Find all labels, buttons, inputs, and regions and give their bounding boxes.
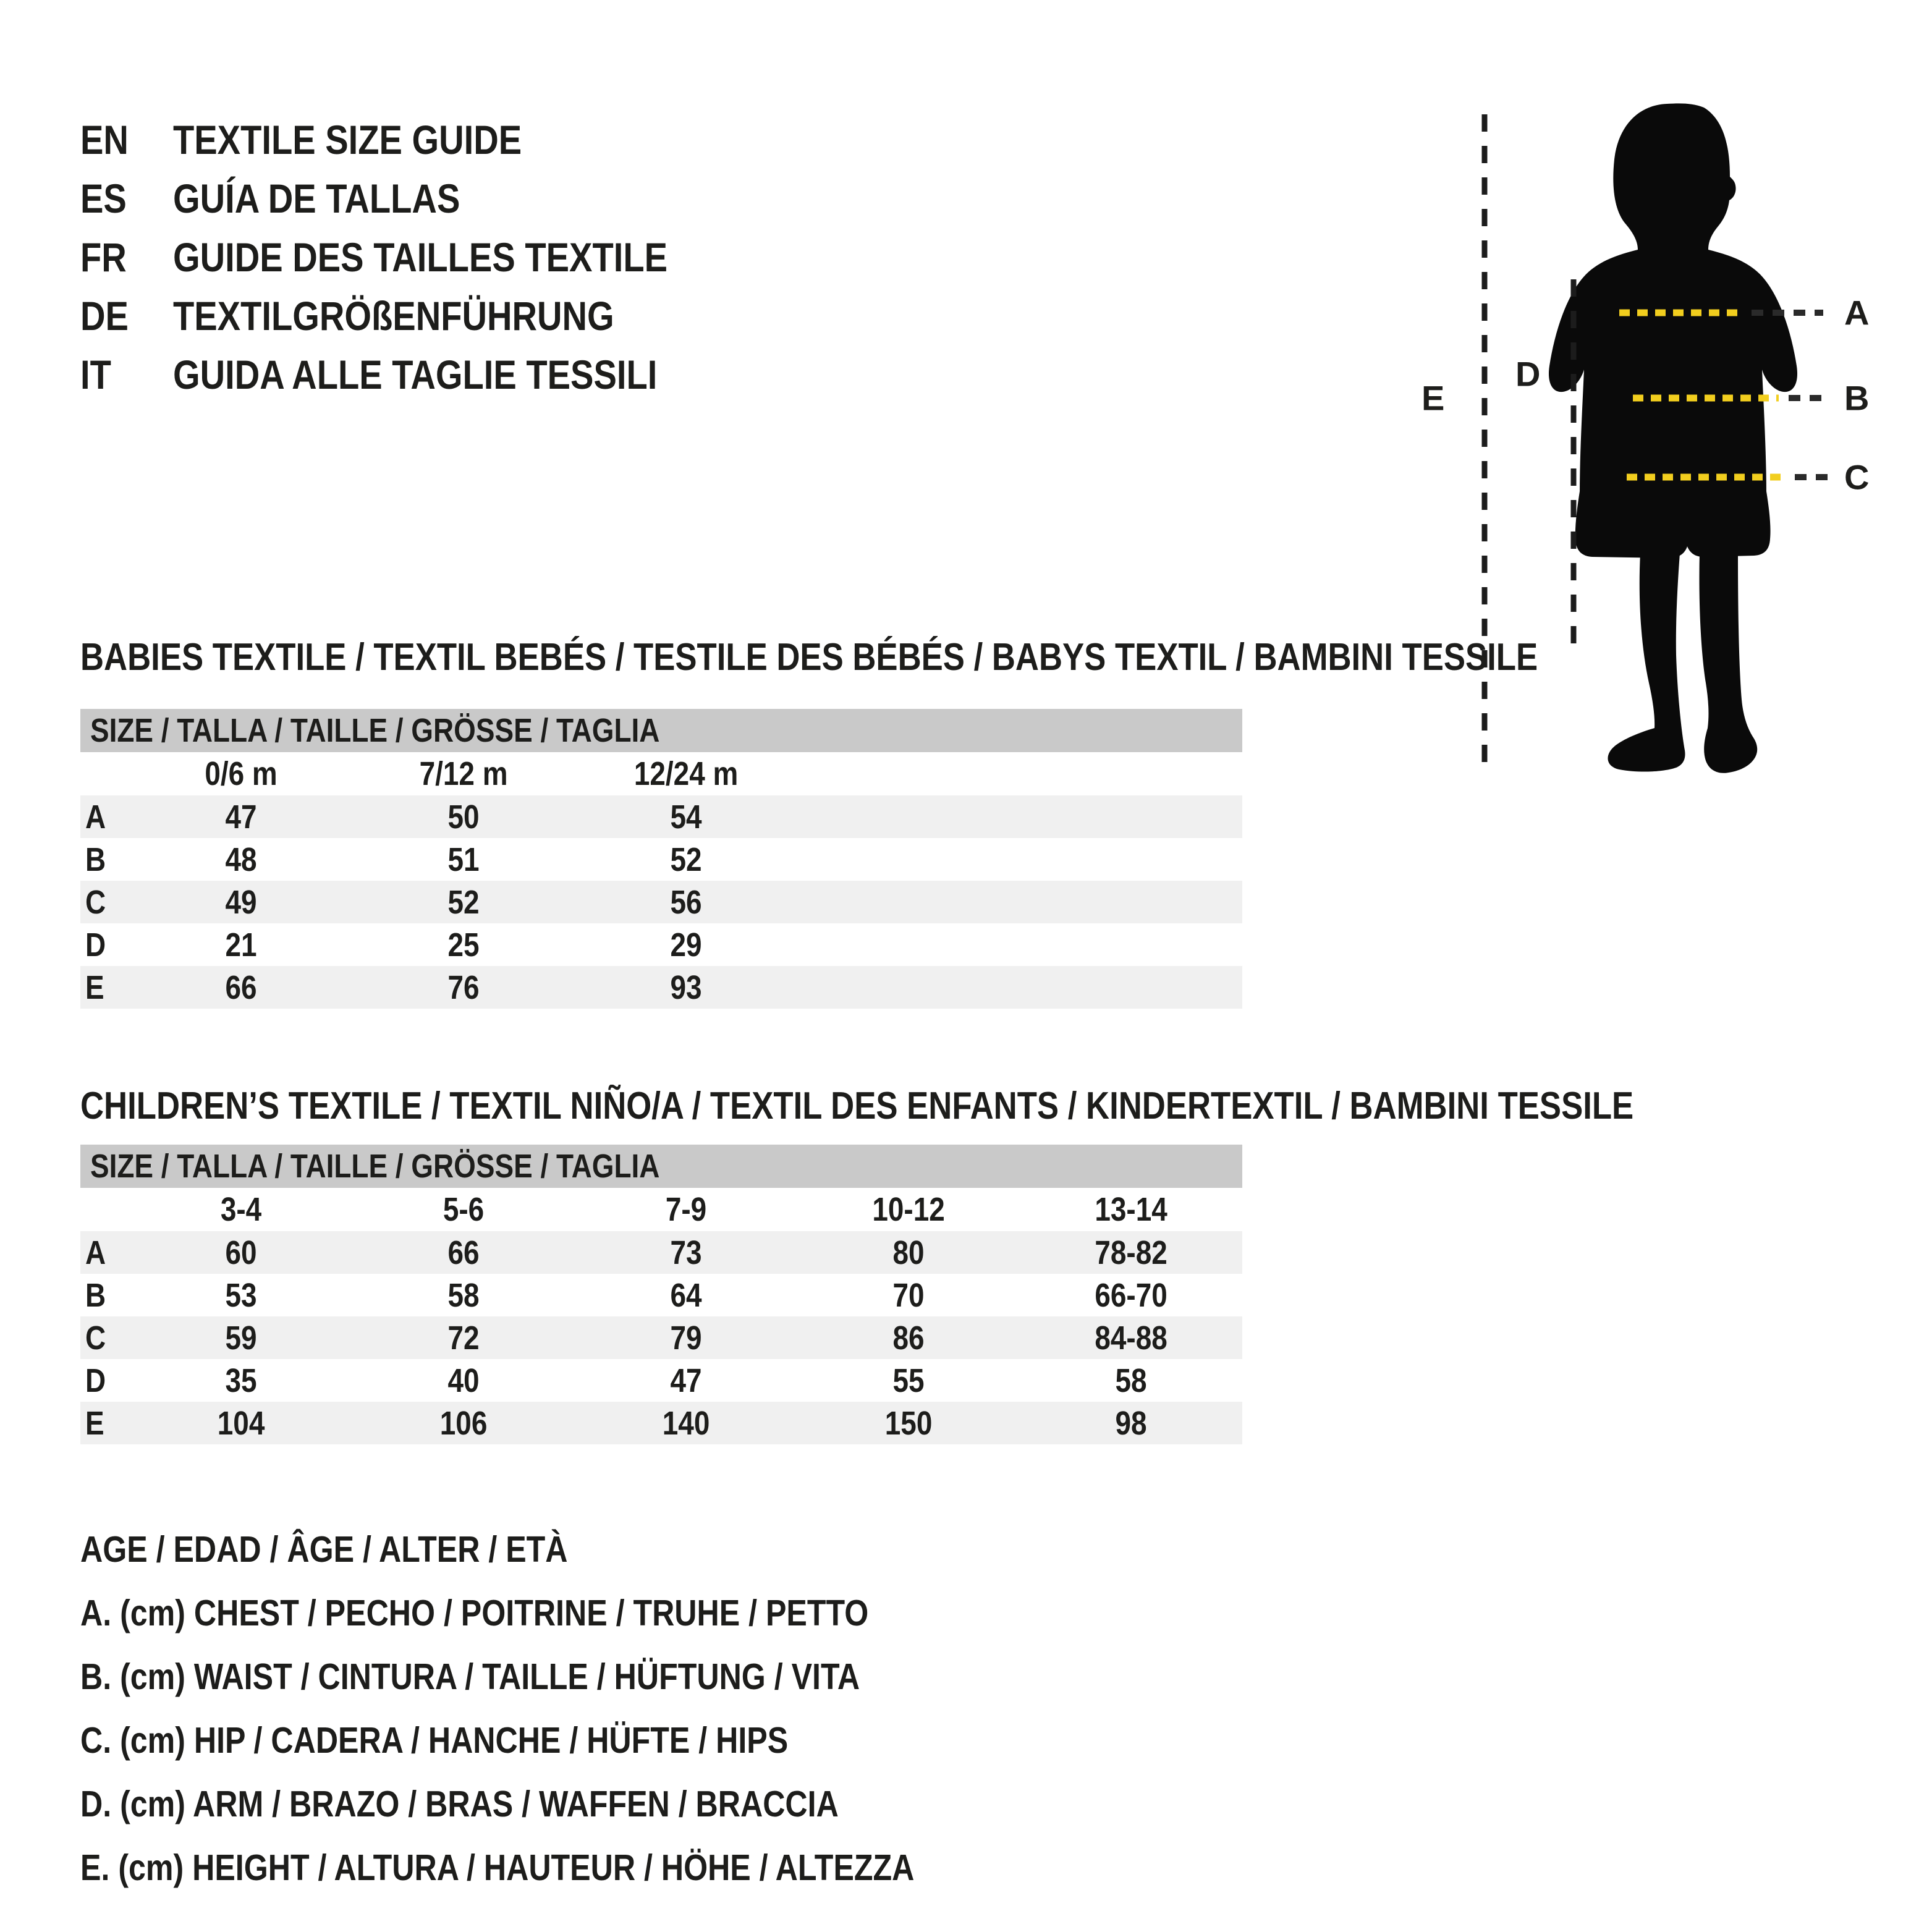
measure-label-b: B xyxy=(1844,378,1870,418)
children-col-5-6: 5-6 xyxy=(443,1191,485,1228)
babies-row-e-value: 76 xyxy=(447,968,480,1006)
language-row-de xyxy=(80,286,755,345)
babies-size-table xyxy=(80,709,1242,1009)
children-row-a-value: 66 xyxy=(447,1234,480,1271)
babies-row-a-value: 54 xyxy=(670,798,702,836)
children-col-13-14: 13-14 xyxy=(1095,1191,1167,1228)
children-row-a-value: 73 xyxy=(670,1234,702,1271)
child-measurement-diagram xyxy=(1391,87,1932,803)
guide-title-es: GUÍA DE TALLAS xyxy=(173,175,460,221)
children-row-e-value: 104 xyxy=(217,1404,265,1442)
babies-row-b-value: 51 xyxy=(447,841,480,878)
babies-row-b xyxy=(80,838,1242,881)
language-title-list xyxy=(80,110,755,404)
guide-title-it: GUIDA ALLE TAGLIE TESSILI xyxy=(173,351,658,397)
children-row-c-value: 86 xyxy=(892,1319,925,1357)
babies-row-a-value: 47 xyxy=(225,798,257,836)
babies-column-header-row xyxy=(80,752,1242,795)
measure-label-a: A xyxy=(1844,293,1870,333)
children-row-c-label: C xyxy=(85,1319,106,1357)
legend-age-line: AGE / EDAD / ÂGE / ALTER / ETÀ xyxy=(80,1528,568,1570)
children-section-heading xyxy=(80,1087,1908,1125)
babies-row-e xyxy=(80,966,1242,1009)
children-row-b-value: 58 xyxy=(447,1276,480,1314)
legend-arm-line: D. (cm) ARM / BRAZO / BRAS / WAFFEN / BRACCIA xyxy=(80,1783,839,1824)
children-col-10-12: 10-12 xyxy=(872,1191,945,1228)
language-code-it: IT xyxy=(80,351,111,397)
children-row-c xyxy=(80,1316,1242,1359)
babies-row-e-value: 66 xyxy=(225,968,257,1006)
children-row-b-value: 53 xyxy=(225,1276,257,1314)
babies-row-c-value: 52 xyxy=(447,883,480,921)
children-col-3-4: 3-4 xyxy=(220,1191,262,1228)
babies-row-c xyxy=(80,881,1242,923)
children-row-c-value: 59 xyxy=(225,1319,257,1357)
children-row-e-value: 150 xyxy=(884,1404,933,1442)
babies-col-0-6m: 0/6 m xyxy=(205,755,278,792)
children-row-e-value: 106 xyxy=(439,1404,488,1442)
babies-row-e-label: E xyxy=(85,968,104,1006)
children-row-d xyxy=(80,1359,1242,1402)
language-row-fr xyxy=(80,227,755,286)
guide-title-fr: GUIDE DES TAILLES TEXTILE xyxy=(173,234,668,280)
children-row-b-value: 66-70 xyxy=(1095,1276,1167,1314)
measurement-diagram-svg xyxy=(1391,87,1932,803)
children-size-header-bar xyxy=(80,1145,1242,1188)
children-row-d-label: D xyxy=(85,1362,106,1399)
babies-row-c-label: C xyxy=(85,883,106,921)
children-row-c-value: 72 xyxy=(447,1319,480,1357)
measurement-legend xyxy=(80,1517,1062,1899)
babies-row-b-label: B xyxy=(85,841,106,878)
babies-row-d-value: 21 xyxy=(225,926,257,964)
babies-row-c-value: 56 xyxy=(670,883,702,921)
guide-title-de: TEXTILGRÖßENFÜHRUNG xyxy=(173,292,614,339)
guide-title-en: TEXTILE SIZE GUIDE xyxy=(173,116,522,163)
children-row-d-value: 40 xyxy=(447,1362,480,1399)
babies-col-12-24m: 12/24 m xyxy=(633,755,739,792)
children-row-e-value: 140 xyxy=(662,1404,710,1442)
children-row-a-value: 60 xyxy=(225,1234,257,1271)
language-row-it xyxy=(80,345,755,404)
children-size-header-text: SIZE / TALLA / TAILLE / GRÖSSE / TAGLIA xyxy=(90,1148,660,1185)
children-row-b xyxy=(80,1274,1242,1316)
children-row-a xyxy=(80,1231,1242,1274)
children-row-c-value: 84-88 xyxy=(1095,1319,1167,1357)
children-heading-text: CHILDREN’S TEXTILE / TEXTIL NIÑO/A / TEXTIL DES ENFANTS / KINDERTEXTIL / BAMBINI TESSILE xyxy=(80,1085,1634,1127)
babies-row-c-value: 49 xyxy=(225,883,257,921)
children-row-a-label: A xyxy=(85,1234,106,1271)
children-row-e-label: E xyxy=(85,1404,104,1442)
language-code-es: ES xyxy=(80,175,127,221)
language-code-de: DE xyxy=(80,292,129,339)
language-row-en xyxy=(80,110,755,169)
children-row-b-label: B xyxy=(85,1276,106,1314)
language-row-es xyxy=(80,169,755,227)
children-size-table xyxy=(80,1145,1242,1444)
children-col-7-9: 7-9 xyxy=(665,1191,707,1228)
babies-row-a xyxy=(80,795,1242,838)
babies-section-heading xyxy=(80,638,1795,677)
children-row-b-value: 70 xyxy=(892,1276,925,1314)
babies-size-header-text: SIZE / TALLA / TAILLE / GRÖSSE / TAGLIA xyxy=(90,712,660,749)
measure-label-e: E xyxy=(1421,378,1445,418)
children-row-d-value: 55 xyxy=(892,1362,925,1399)
babies-row-b-value: 52 xyxy=(670,841,702,878)
babies-row-d-value: 29 xyxy=(670,926,702,964)
measure-label-d: D xyxy=(1515,354,1541,394)
babies-size-header-bar xyxy=(80,709,1242,752)
babies-row-d-value: 25 xyxy=(447,926,480,964)
babies-col-7-12m: 7/12 m xyxy=(419,755,508,792)
babies-row-d xyxy=(80,923,1242,966)
language-code-fr: FR xyxy=(80,234,127,280)
children-row-b-value: 64 xyxy=(670,1276,702,1314)
children-row-a-value: 78-82 xyxy=(1095,1234,1167,1271)
silhouette-head-torso xyxy=(1549,103,1797,502)
babies-row-b-value: 48 xyxy=(225,841,257,878)
babies-row-e-value: 93 xyxy=(670,968,702,1006)
measure-label-c: C xyxy=(1844,457,1870,497)
children-row-e xyxy=(80,1402,1242,1444)
silhouette-shorts xyxy=(1575,491,1771,558)
babies-heading-text: BABIES TEXTILE / TEXTIL BEBÉS / TESTILE DES BÉBÉS / BABYS TEXTIL / BAMBINI TESSILE xyxy=(80,636,1538,679)
legend-height-line: E. (cm) HEIGHT / ALTURA / HAUTEUR / HÖHE / ALTEZZA xyxy=(80,1847,915,1888)
babies-row-a-value: 50 xyxy=(447,798,480,836)
children-row-c-value: 79 xyxy=(670,1319,702,1357)
children-column-header-row xyxy=(80,1188,1242,1231)
language-code-en: EN xyxy=(80,116,129,163)
legend-hip-line: C. (cm) HIP / CADERA / HANCHE / HÜFTE / HIPS xyxy=(80,1719,789,1761)
legend-chest-line: A. (cm) CHEST / PECHO / POITRINE / TRUHE / PETTO xyxy=(80,1592,869,1633)
children-row-d-value: 35 xyxy=(225,1362,257,1399)
children-row-d-value: 47 xyxy=(670,1362,702,1399)
children-row-d-value: 58 xyxy=(1115,1362,1147,1399)
children-row-a-value: 80 xyxy=(892,1234,925,1271)
babies-row-a-label: A xyxy=(85,798,106,836)
legend-waist-line: B. (cm) WAIST / CINTURA / TAILLE / HÜFTUNG / VITA xyxy=(80,1656,860,1697)
children-row-e-value: 98 xyxy=(1115,1404,1147,1442)
babies-row-d-label: D xyxy=(85,926,106,964)
